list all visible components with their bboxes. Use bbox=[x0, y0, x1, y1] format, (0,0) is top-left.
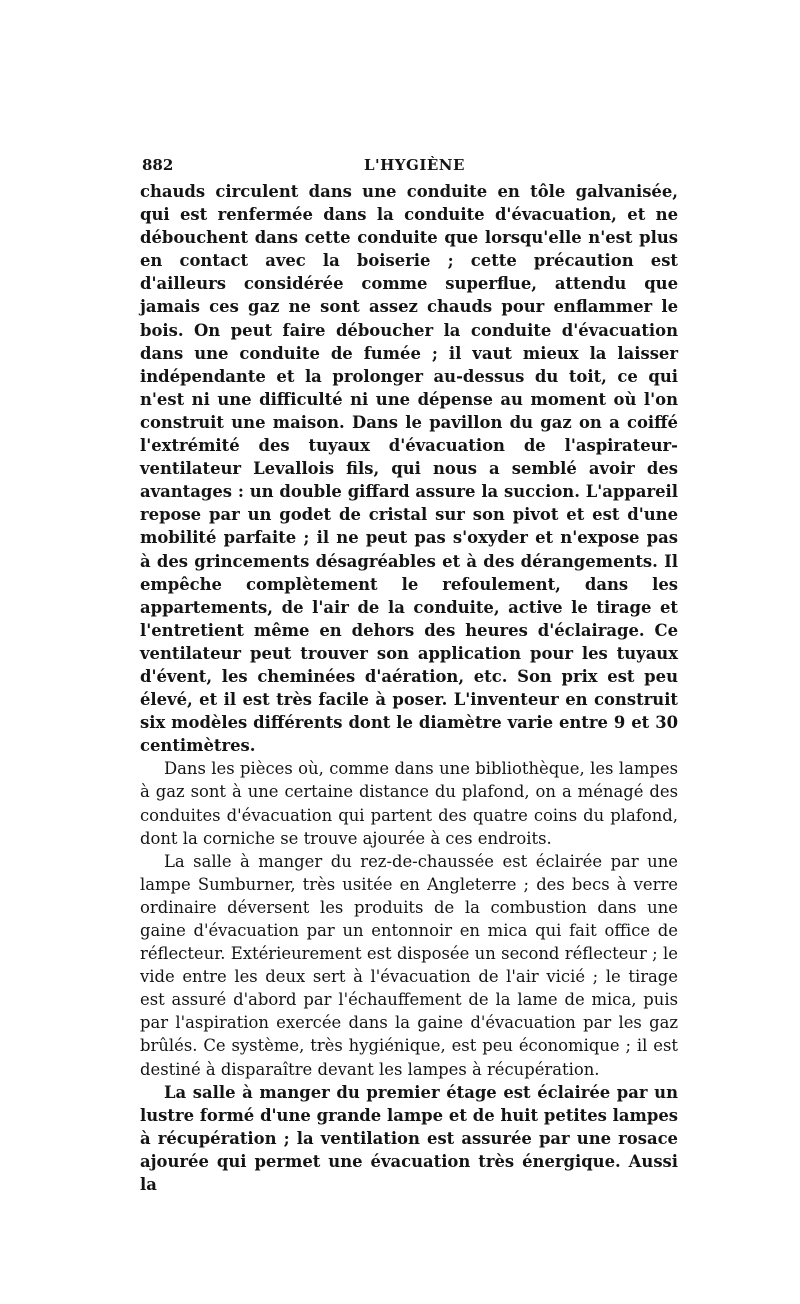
body-text bbox=[140, 180, 678, 1196]
paragraph-first-floor-dining: La salle à manger du premier étage est éclairée par un lustre formé d'une grande lampe et de huit petites lampes à récupération ; la ventilation est assurée par une rosace ajourée qui permet une évacuation très énergique. Aussi la bbox=[140, 1082, 678, 1195]
page-number: 882 bbox=[142, 156, 174, 174]
running-title: L'HYGIÈNE bbox=[364, 156, 465, 174]
paragraph-library-lamps: Dans les pièces où, comme dans une bibliothèque, les lampes à gaz sont à une certaine distance du plafond, on a ménagé des conduites d'évacuation qui partent des quatre coins du plafond, dont la corniche se trouve ajourée à ces endroits. bbox=[140, 759, 678, 848]
paragraph-continuation: chauds circulent dans une conduite en tôle galvanisée, qui est renfermée dans la conduite d'évacuation, et ne débouchent dans cette conduite que lorsqu'elle n'est plus en contact avec la boiserie ; cette précaution est d'ailleurs considérée comme superflue, attendu que jamais ces gaz ne sont assez chauds pour enflammer le bois. On peut faire déboucher la conduite d'évacuation dans une conduite de fumée ; il vaut mieux la laisser indépendante et la prolonger au-dessus du toit, ce qui n'est ni une difficulté ni une dépense au moment où l'on construit une maison. Dans le pavillon du gaz on a coiffé l'extrémité des tuyaux d'évacuation de l'aspirateur-ventilateur Levallois fils, qui nous a semblé avoir des avantages : un double giffard assure la succion. L'appareil repose par un godet de cristal sur son pivot et est d'une mobilité parfaite ; il ne peut pas s'oxyder et n'expose pas à des grincements désagréables et à des dérangements. Il empêche complètement le refoulement, dans les appartements, de l'air de la conduite, active le tirage et l'entretient même en dehors des heures d'éclairage. Ce ventilateur peut trouver son application pour les tuyaux d'évent, les cheminées d'aération, etc. Son prix est peu élevé, et il est très facile à poser. L'inventeur en construit six modèles différents dont le diamètre varie entre 9 et 30 centimètres. bbox=[140, 182, 678, 756]
page-header bbox=[136, 156, 670, 180]
paragraph-ground-floor-dining: La salle à manger du rez-de-chaussée est éclairée par une lampe Sumburner, très usitée en Angleterre ; des becs à verre ordinaire déversent les produits de la combustion dans une gaine d'évacuation par un entonnoir en mica qui fait office de réflecteur. Extérieurement est disposée un second réflecteur ; le vide entre les deux sert à l'évacuation de l'air vicié ; le tirage est assuré d'abord par l'échauffement de la lame de mica, puis par l'aspiration exercée dans la gaine d'évacuation par les gaz brûlés. Ce système, très hygiénique, est peu économique ; il est destiné à disparaître devant les lampes à récupération. bbox=[140, 851, 678, 1079]
